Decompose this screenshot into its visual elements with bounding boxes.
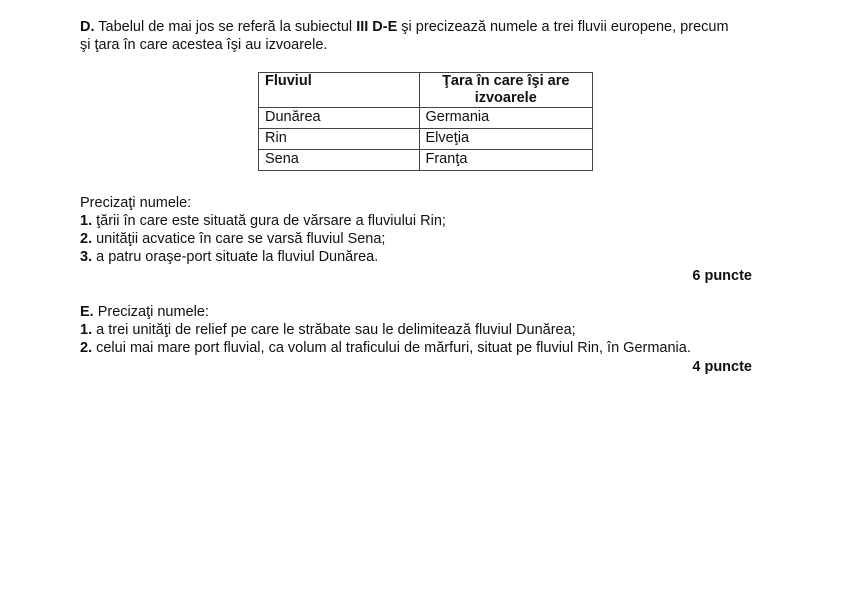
intro-text-part1: Tabelul de mai jos se referă la subiectul — [94, 19, 357, 35]
question-text: a trei unităţi de relief pe care le străbate sau le delimitează fluviul Dunărea; — [92, 322, 576, 338]
table-header-row — [259, 73, 593, 108]
header-river: Fluviul — [259, 73, 420, 108]
intro-bold-reference: III D-E — [356, 19, 398, 35]
table-row — [259, 129, 593, 150]
question-number: 2. — [80, 231, 93, 247]
country-cell: Elveţia — [419, 129, 593, 150]
question-item — [80, 248, 446, 266]
question-number: 1. — [80, 322, 93, 338]
section-e-questions — [80, 303, 691, 357]
river-cell: Dunărea — [259, 108, 420, 129]
question-number: 3. — [80, 249, 93, 265]
section-d-questions — [80, 194, 446, 266]
question-text: ţării în care este situată gura de vărsare a fluviului Rin; — [92, 213, 446, 229]
header-source-country: Ţara în care îşi are izvoarele — [419, 73, 593, 108]
river-cell: Sena — [259, 150, 420, 171]
question-text: celui mai mare port fluvial, ca volum al traficului de mărfuri, situat pe fluviul Rin, în Germania. — [92, 340, 691, 356]
section-d-label: D. — [80, 19, 95, 35]
section-d-points: 6 puncte — [692, 268, 752, 284]
section-e-prompt: Precizaţi numele: — [93, 304, 209, 320]
question-number: 2. — [80, 340, 93, 356]
question-item — [80, 339, 691, 357]
table-row — [259, 150, 593, 171]
table-row — [259, 108, 593, 129]
river-cell: Rin — [259, 129, 420, 150]
section-e-prompt-line — [80, 303, 691, 321]
question-item — [80, 230, 446, 248]
question-number: 1. — [80, 213, 93, 229]
rivers-table — [258, 72, 593, 171]
intro-text-line2: şi ţara în care acestea îşi au izvoarele. — [80, 37, 328, 53]
section-d-intro — [80, 18, 780, 54]
question-text: a patru oraşe-port situate la fluviul Dunărea. — [92, 249, 379, 265]
question-item — [80, 212, 446, 230]
section-e-label: E. — [80, 304, 94, 320]
question-text: unităţii acvatice în care se varsă fluviul Sena; — [92, 231, 386, 247]
country-cell: Franţa — [419, 150, 593, 171]
intro-text-part2: şi precizează numele a trei fluvii europene, precum — [397, 19, 729, 35]
section-d-prompt: Precizaţi numele: — [80, 195, 192, 211]
section-e-points: 4 puncte — [692, 359, 752, 375]
country-cell: Germania — [419, 108, 593, 129]
question-item — [80, 321, 691, 339]
